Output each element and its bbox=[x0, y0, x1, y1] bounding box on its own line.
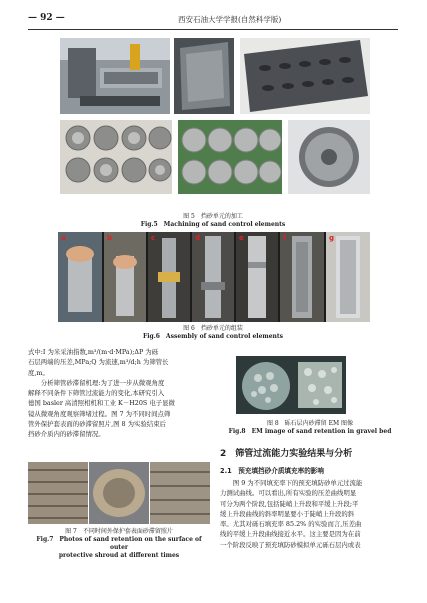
text-line: 度,m。 bbox=[28, 368, 49, 377]
text-line: 挡砂介质内的砂滞留情况。 bbox=[28, 430, 105, 439]
figure-6-caption bbox=[28, 325, 398, 341]
text-line: 分析筛管砂滞留机理:为了进一步从微观角度 bbox=[28, 378, 165, 387]
page-number: — 92 — bbox=[28, 13, 65, 23]
text-line: 德国 basler 高清照相机和工业 K－H20S 电子显微 bbox=[28, 399, 175, 408]
fig6-label-f: f bbox=[283, 234, 287, 242]
figure-7-caption-en-1: Fig.7 Photos of sand retention on the surface of outer bbox=[36, 536, 202, 551]
figure-7-caption-en-2: protective shroud at different times bbox=[58, 552, 180, 559]
figure-5-caption-en: Fig.5 Machining of sand control elements bbox=[140, 221, 286, 228]
figure-7-caption-cn: 图 7 不同时间外保护套表面砂滞留照片 bbox=[65, 528, 173, 535]
figure-6-caption-cn: 图 6 挡砂单元的组装 bbox=[183, 325, 243, 332]
fig5-photo-machining bbox=[60, 38, 170, 114]
running-header bbox=[28, 12, 398, 26]
fig6-label-c: c bbox=[151, 234, 156, 242]
text-line: 镜从微观角度观察筛堵过程。图 7 为不同时间点筛 bbox=[28, 409, 171, 418]
journal-title: 西安石油大学学报(自然科学版) bbox=[178, 15, 282, 24]
fig7-photo-3 bbox=[150, 462, 210, 524]
header-rule bbox=[28, 29, 398, 30]
figure-8 bbox=[236, 356, 346, 414]
fig6-panel-b bbox=[104, 232, 146, 322]
figure-6 bbox=[58, 232, 370, 322]
section-2-1-title: 2.1 预充填挡砂介质填充率的影响 bbox=[220, 467, 324, 475]
text-line: 一个阶段反映了预充填防砂模拟单元砾石层内或表 bbox=[220, 540, 361, 549]
text-line: 石层两端的压差,MPa;Q 为流速,m³/d;h 为筛管长 bbox=[28, 358, 169, 367]
fig7-photo-2 bbox=[89, 462, 149, 524]
fig6-label-d: d bbox=[195, 234, 201, 242]
figure-5-caption-cn: 图 5 挡砂单元的加工 bbox=[183, 213, 243, 220]
text-line: 力测试曲线。可以看出,所有实验的压差曲线明显 bbox=[220, 489, 357, 498]
figure-5-caption bbox=[28, 213, 398, 229]
figure-5 bbox=[60, 38, 370, 208]
text-line: 式中:I 为米采油指数,m³/(m·d·MPa);ΔP 为砾 bbox=[28, 348, 159, 356]
section-2-1-paragraph bbox=[220, 478, 400, 550]
fig6-panel-d bbox=[192, 232, 234, 322]
fig6-panel-g bbox=[326, 232, 370, 322]
figure-8-caption-en: Fig.8 EM image of sand retention in gravel bed bbox=[228, 428, 392, 435]
text-line: 管外保护套表面的砂滞留照片,图 8 为实验结束后 bbox=[28, 420, 166, 429]
figure-6-caption-en: Fig.6 Assembly of sand control elements bbox=[142, 333, 284, 340]
figure-7-caption bbox=[28, 528, 210, 560]
fig5-photo-single-disc bbox=[288, 120, 370, 194]
fig6-panel-f bbox=[280, 232, 324, 322]
text-line: 解释不同条件下筛管过流能力的变化,本研究引入 bbox=[28, 389, 165, 398]
fig6-panel-e bbox=[236, 232, 278, 322]
text-line: 图 9 为不同填充率下的预充填防砂单元过流能 bbox=[220, 479, 363, 487]
fig5-photo-mesh-discs bbox=[60, 120, 172, 194]
left-column-text bbox=[28, 347, 208, 440]
fig6-label-a: a bbox=[61, 234, 66, 242]
fig6-label-g: g bbox=[329, 234, 335, 242]
text-line: 缓上升段曲线的斜率明显要小于陡峭上升段的斜 bbox=[220, 509, 355, 518]
figure-8-caption-cn: 图 8 砾石层内砂滞留 EM 图像 bbox=[266, 420, 354, 427]
fig6-label-b: b bbox=[107, 234, 113, 242]
text-line: 线的平缓上升段曲线接近水平。这主要是因为在前 bbox=[220, 530, 361, 539]
figure-8-caption bbox=[220, 420, 400, 436]
fig6-label-e: e bbox=[239, 234, 244, 242]
section-2-title: 2 筛管过流能力实验结果与分析 bbox=[220, 449, 353, 459]
fig5-photo-perforated-plate bbox=[240, 38, 370, 114]
fig8-em-image bbox=[236, 356, 346, 414]
text-line: 率。尤其对砾石填充率 85.2% 的实验而言,压差曲 bbox=[220, 520, 362, 529]
text-line: 可分为两个阶段,包括陡峭上升段和平缓上升段;平 bbox=[220, 499, 359, 508]
fig7-photo-1 bbox=[28, 462, 88, 524]
fig6-panel-c bbox=[148, 232, 190, 322]
fig5-photo-perforated-discs bbox=[178, 120, 282, 194]
fig5-photo-sheet bbox=[174, 38, 234, 114]
fig6-panel-a bbox=[58, 232, 102, 322]
figure-7 bbox=[28, 462, 210, 524]
